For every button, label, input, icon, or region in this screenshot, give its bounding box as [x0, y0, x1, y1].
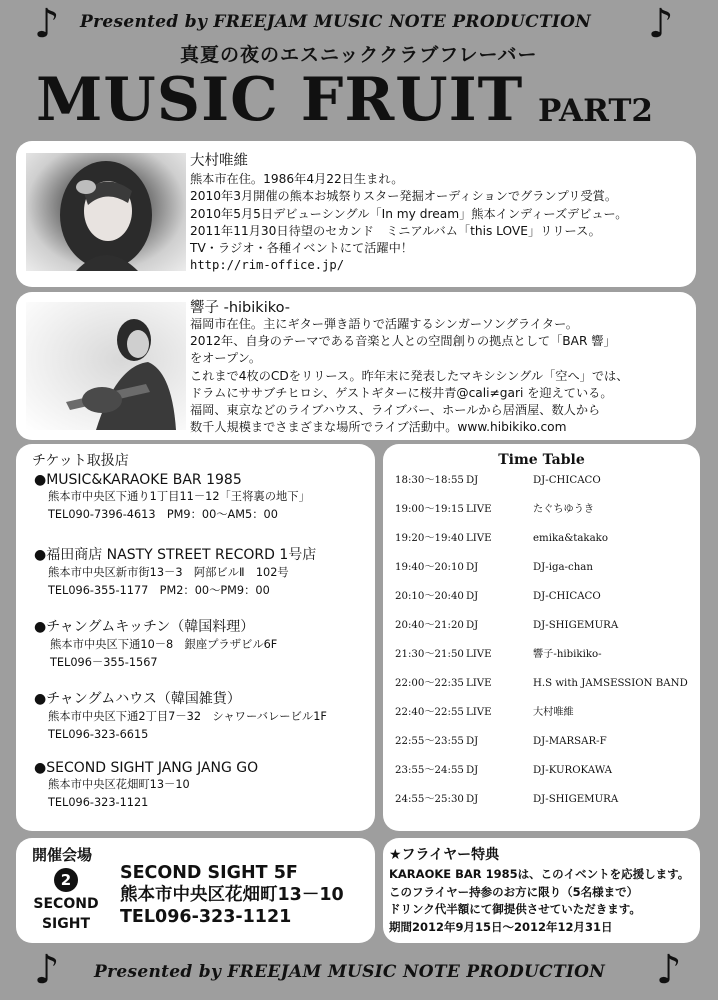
bio-line: これまで4枚のCDをリリース。昨年末に発表したマキシシングル「空へ」では、 — [190, 368, 629, 383]
timetable-act: たぐちゆうき — [533, 504, 595, 515]
shop-phone: TEL096-355-1177 PM2：00～PM9：00 — [48, 583, 270, 597]
timetable-act: H.S with JAMSESSION BAND — [533, 678, 688, 689]
timetable-act: DJ-CHICACO — [533, 591, 601, 602]
timetable-act: emika&takako — [533, 533, 608, 544]
timetable-type: LIVE — [466, 504, 492, 515]
shop-phone: TEL096－355-1567 — [50, 655, 158, 669]
bio-line: 2010年3月開催の熊本お城祭りスター発掘オーディションでグランプリ受賞。 — [190, 189, 618, 204]
timetable-type: DJ — [466, 736, 479, 747]
music-note-icon: ♪ — [648, 1, 674, 47]
ticket-outlets-heading: チケット取扱店 — [32, 453, 129, 469]
shop-5 — [34, 760, 258, 811]
bio-line: 2012年、自身のテーマである音楽と人との空間創りの拠点として「BAR 響」 — [190, 334, 616, 349]
perk-heading: ★フライヤー特典 — [389, 847, 500, 863]
timetable-time: 24:55～25:30 — [395, 794, 464, 805]
timetable-time: 20:10～20:40 — [395, 591, 464, 602]
shop-4 — [34, 688, 327, 743]
artist-card-1 — [16, 141, 696, 287]
artist-card-2 — [16, 292, 696, 440]
timetable-time: 19:00～19:15 — [395, 504, 464, 515]
bio-line: 2010年5月5日デビューシングル「In my dream」熊本インディーズデビュー。 — [190, 206, 628, 221]
flyer-perk-panel — [383, 838, 700, 943]
shop-phone: TEL090-7396-4613 PM9：00～AM5：00 — [48, 507, 278, 521]
timetable-row — [395, 727, 695, 756]
shop-address: 熊本市中央区花畑町13－10 — [48, 778, 190, 791]
bio-line: 数千人規模までさまざまな場所でライブ活動中。www.hibikiko.com — [190, 420, 567, 435]
venue-details — [120, 862, 344, 928]
timetable-time: 21:30～21:50 — [395, 649, 464, 660]
shop-name: ●SECOND SIGHT JANG JANG GO — [34, 760, 259, 776]
shop-3 — [34, 616, 277, 671]
timetable-type: LIVE — [466, 707, 492, 718]
timetable-act: DJ-MARSAR-F — [533, 736, 607, 747]
artist-photo-1 — [26, 153, 186, 271]
venue-logo-line: SECOND — [33, 896, 99, 912]
timetable-row — [395, 785, 695, 814]
timetable-time: 22:00～22:35 — [395, 678, 464, 689]
perk-line: KARAOKE BAR 1985は、このイベントを応援します。 — [389, 867, 690, 881]
shop-address: 熊本市中央区下通2丁目7－32 シャワーバレービル1F — [48, 710, 327, 723]
perk-line: このフライヤー持参のお方に限り（5名様まで） — [389, 884, 639, 899]
shop-name: ●チャングムキッチン（韓国料理） — [34, 619, 255, 635]
presented-by-footer: Presented by FREEJAM MUSIC NOTE PRODUCTION — [94, 962, 606, 982]
music-note-icon: ♪ — [656, 947, 682, 993]
perk-line: ドリンク代半額にて御提供させていただきます。 — [389, 902, 641, 916]
timetable-row — [395, 756, 695, 785]
shop-2 — [34, 544, 316, 599]
shop-phone: TEL096-323-6615 — [48, 727, 149, 741]
perk-details — [389, 866, 689, 936]
timetable-title: Time Table — [498, 452, 585, 468]
timetable-row — [395, 611, 695, 640]
timetable-type: LIVE — [466, 649, 492, 660]
shop-name: ●福田商店 NASTY STREET RECORD 1号店 — [34, 547, 317, 563]
timetable-act: DJ-CHICACO — [533, 475, 601, 486]
bio-line: ドラムにササブチヒロシ、ゲストギターに桜井青@cali≠gari を迎えている。 — [190, 385, 613, 400]
timetable-type: DJ — [466, 620, 479, 631]
bio-line: 熊本市在住。1986年4月22日生まれ。 — [190, 172, 404, 186]
timetable-time: 22:40～22:55 — [395, 707, 464, 718]
venue-name: SECOND SIGHT 5F — [120, 863, 298, 883]
event-title: MUSIC FRUIT — [36, 65, 524, 135]
timetable-row — [395, 582, 695, 611]
timetable-act: 大村唯維 — [533, 707, 574, 718]
timetable-type: DJ — [466, 591, 479, 602]
shop-address: 熊本市中央区下通10－8 銀座プラザビル6F — [50, 638, 278, 651]
shop-address: 熊本市中央区新市街13－3 阿部ビルⅡ 102号 — [48, 566, 289, 579]
timetable-type: DJ — [466, 794, 479, 805]
venue-label: 開催会場 — [32, 846, 93, 864]
timetable-row — [395, 553, 695, 582]
venue-panel — [16, 838, 375, 943]
shop-address: 熊本市中央区下通り1丁目11－12「王将裏の地下」 — [48, 490, 310, 503]
timetable-act: DJ-iga-chan — [533, 562, 593, 573]
music-note-icon: ♪ — [34, 1, 60, 47]
shop-name: ●MUSIC&KARAOKE BAR 1985 — [34, 472, 242, 488]
venue-logo-text — [20, 894, 112, 934]
timetable-type: DJ — [466, 765, 479, 776]
timetable-time: 20:40～21:20 — [395, 620, 464, 631]
artist-website[interactable]: http://rim-office.jp/ — [190, 258, 345, 273]
timetable-type: DJ — [466, 475, 479, 486]
artist-bio-1 — [190, 171, 627, 275]
ticket-outlets-panel — [16, 444, 375, 831]
bio-line: 2011年11月30日待望のセカンド ミニアルバム「this LOVE」リリース。 — [190, 223, 601, 238]
presented-by-header: Presented by FREEJAM MUSIC NOTE PRODUCTION — [80, 12, 592, 32]
bio-line: 福岡市在住。主にギター弾き語りで活躍するシンガーソングライター。 — [190, 317, 578, 331]
timetable-panel — [383, 444, 700, 831]
shop-phone: TEL096-323-1121 — [48, 795, 149, 809]
timetable-row — [395, 698, 695, 727]
timetable-act: 響子-hibikiko- — [533, 649, 602, 660]
artist-name-2: 響子 -hibikiko- — [190, 300, 290, 316]
timetable-act: DJ-KUROKAWA — [533, 765, 613, 776]
timetable-type: DJ — [466, 562, 479, 573]
perk-line: 期間2012年9月15日～2012年12月31日 — [389, 919, 613, 934]
artist-bio-2 — [190, 316, 628, 436]
timetable-row — [395, 640, 695, 669]
music-note-icon: ♪ — [34, 947, 60, 993]
timetable-act: DJ-SHIGEMURA — [533, 794, 619, 805]
venue-phone: TEL096-323-1121 — [120, 907, 292, 927]
shop-1 — [34, 472, 310, 523]
timetable-time: 18:30～18:55 — [395, 475, 464, 486]
bio-line: をオープン。 — [190, 351, 262, 366]
timetable-act: DJ-SHIGEMURA — [533, 620, 619, 631]
timetable-row — [395, 466, 695, 495]
timetable-row — [395, 524, 695, 553]
artist-name-1: 大村唯維 — [190, 153, 248, 169]
timetable-time: 23:55～24:55 — [395, 765, 464, 776]
timetable-time: 19:20～19:40 — [395, 533, 464, 544]
venue-logo-line: SIGHT — [41, 916, 91, 932]
bio-line: TV・ラジオ・各種イベントにて活躍中！ — [190, 241, 413, 256]
timetable-row — [395, 669, 695, 698]
event-subtitle: 真夏の夜のエスニッククラブフレーバー — [180, 44, 538, 66]
event-part: PART2 — [538, 93, 653, 129]
bio-line: 福岡、東京などのライブハウス、ライブバー、ホールから居酒屋、数人から — [190, 403, 601, 418]
timetable-type: LIVE — [466, 533, 492, 544]
venue-badge: 2 — [54, 868, 78, 892]
timetable-type: LIVE — [466, 678, 492, 689]
timetable-row — [395, 495, 695, 524]
shop-name: ●チャングムハウス（韓国雑貨） — [34, 691, 241, 707]
venue-address: 熊本市中央区花畑町13－10 — [120, 885, 344, 905]
timetable-time: 22:55～23:55 — [395, 736, 464, 747]
timetable-rows — [395, 466, 695, 814]
timetable-time: 19:40～20:10 — [395, 562, 464, 573]
artist-photo-2 — [26, 302, 186, 430]
